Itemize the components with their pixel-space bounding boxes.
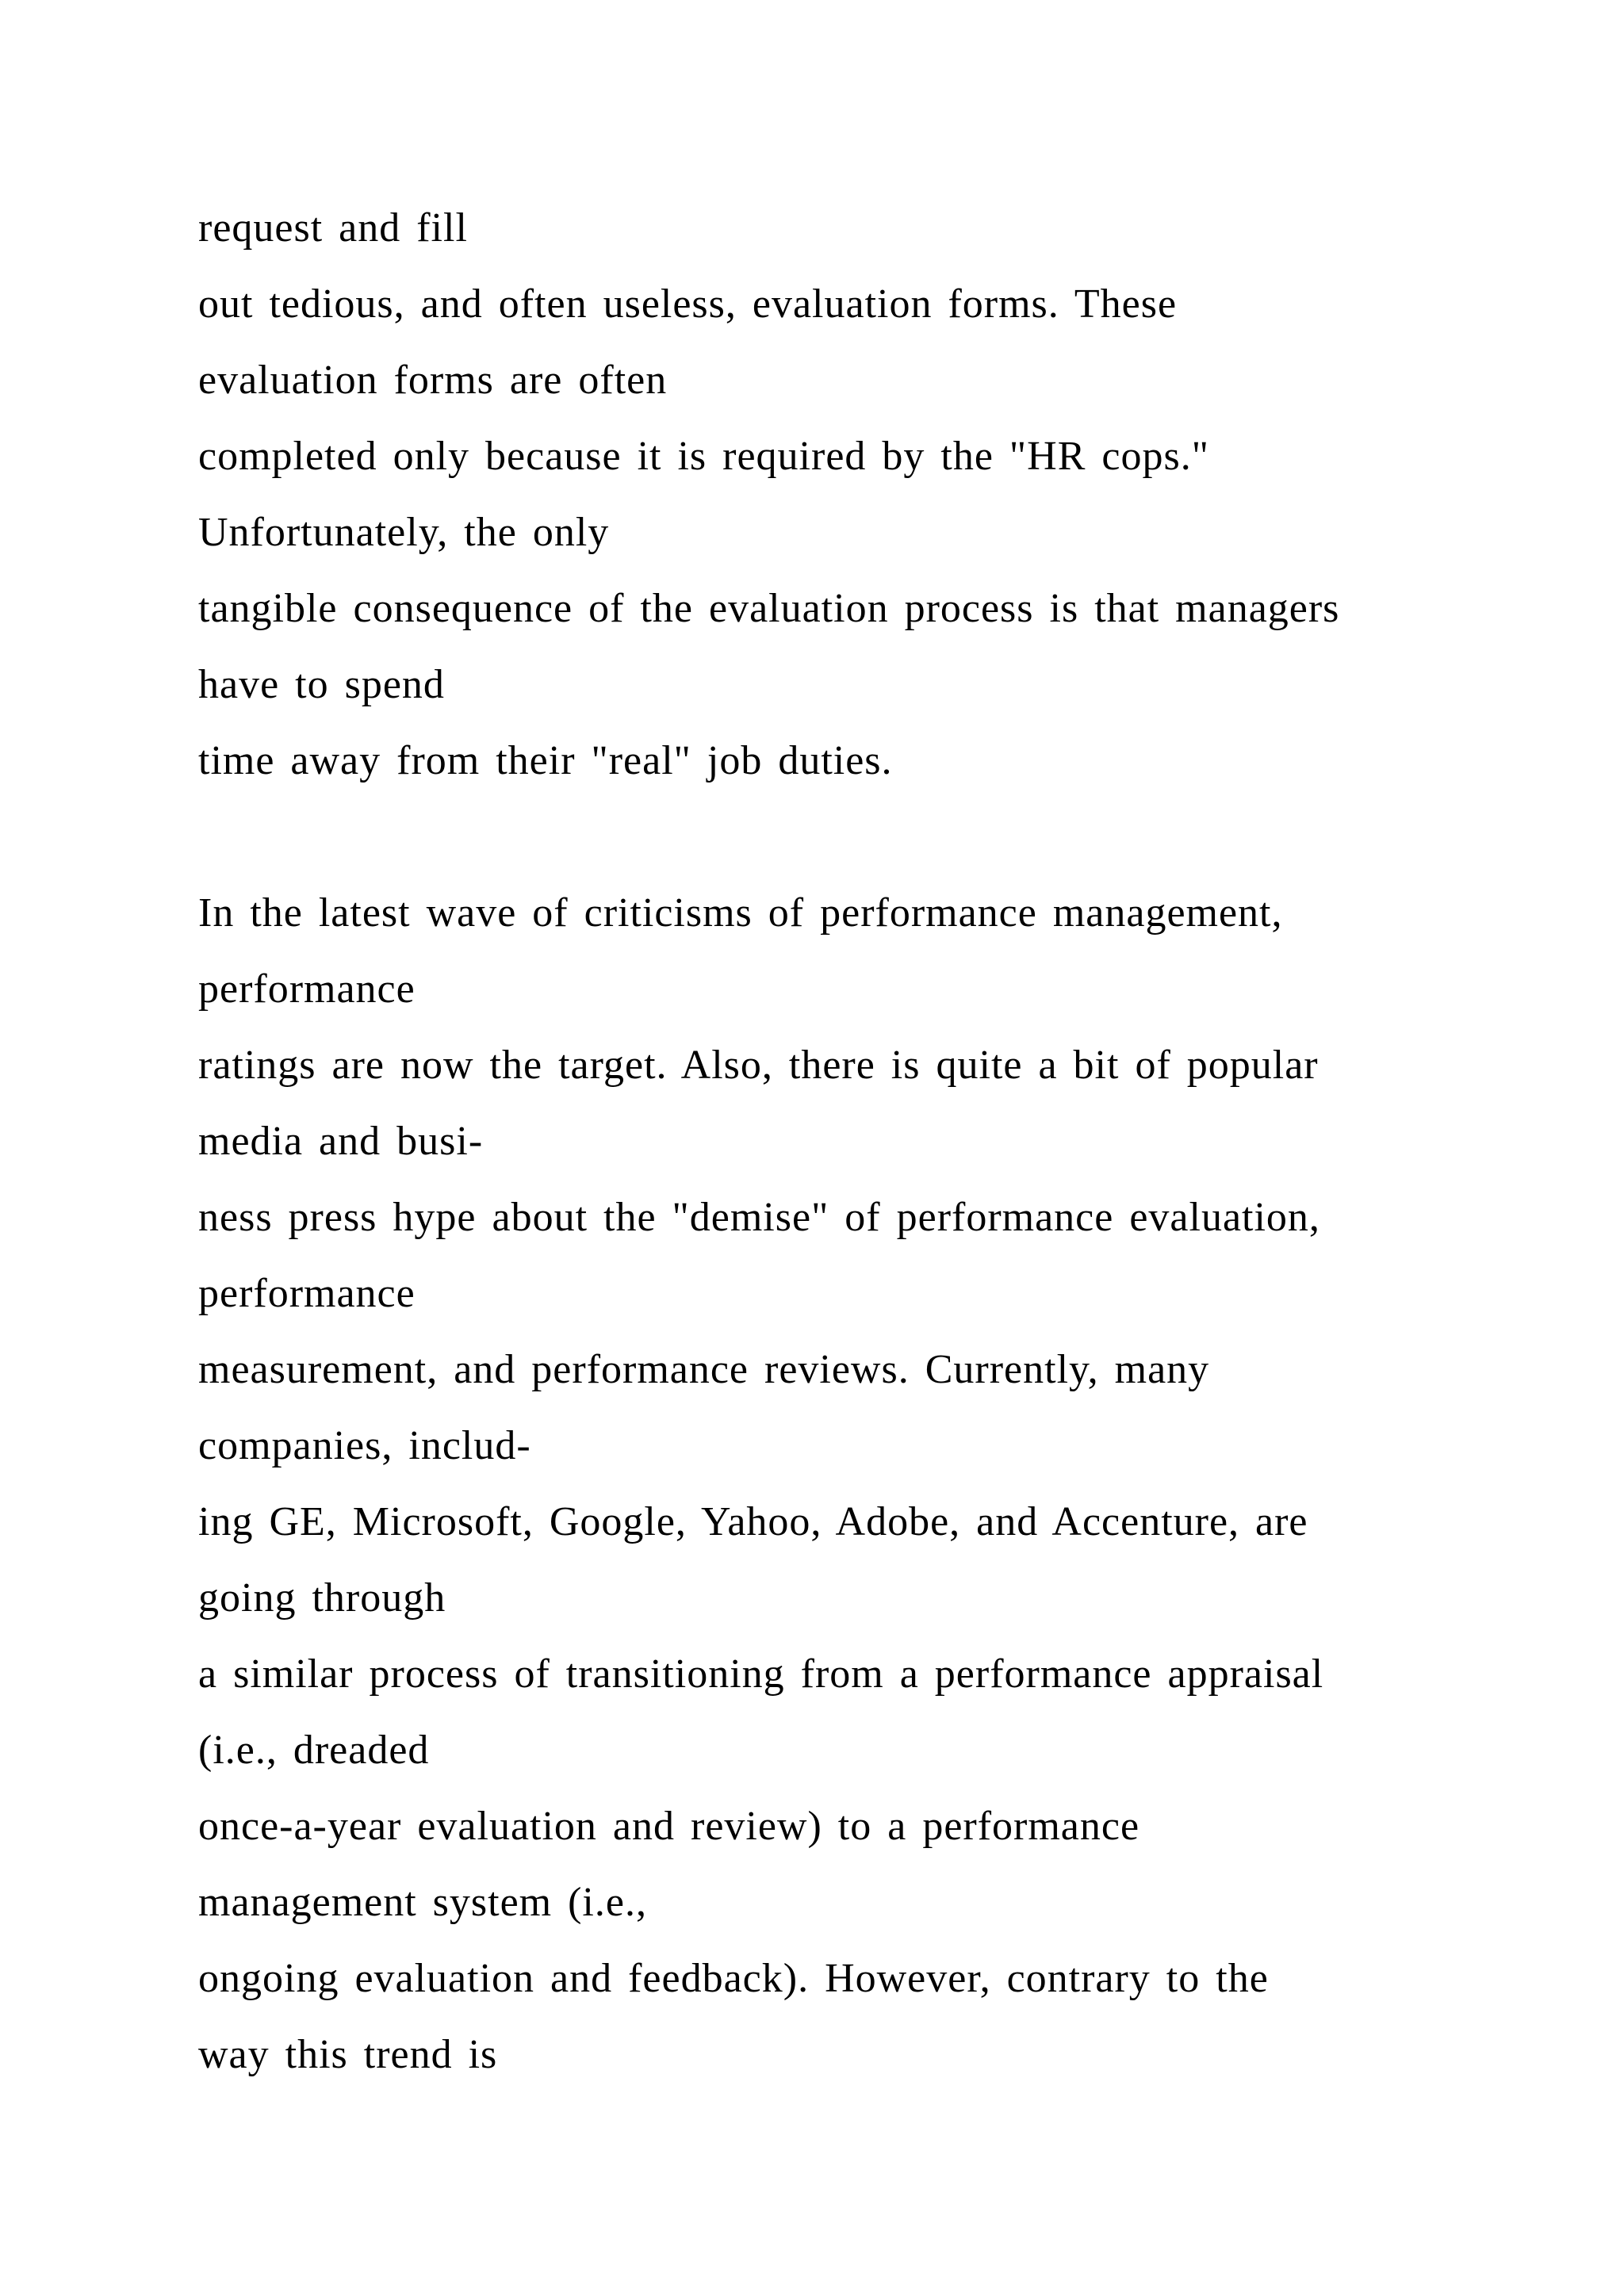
- text-line: ness press hype about the "demise" of performance evaluation,: [198, 1195, 1320, 1240]
- text-line: performance: [198, 966, 416, 1012]
- paragraph-2: [198, 875, 1483, 2093]
- paragraph-gap: [198, 799, 1483, 875]
- text-line: measurement, and performance reviews. Currently, many: [198, 1347, 1210, 1392]
- text-line: have to spend: [198, 662, 445, 707]
- text-line: ratings are now the target. Also, there is quite a bit of popular: [198, 1043, 1319, 1088]
- text-line: In the latest wave of criticisms of performance management,: [198, 890, 1283, 936]
- text-line: ing GE, Microsoft, Google, Yahoo, Adobe, and Accenture, are: [198, 1499, 1308, 1544]
- text-line: tangible consequence of the evaluation process is that managers: [198, 586, 1340, 631]
- paragraph-1: [198, 190, 1483, 799]
- text-line: Unfortunately, the only: [198, 510, 610, 555]
- text-line: once-a-year evaluation and review) to a performance: [198, 1804, 1140, 1849]
- text-line: companies, includ-: [198, 1423, 531, 1468]
- text-line: time away from their "real" job duties.: [198, 738, 893, 783]
- text-line: media and busi-: [198, 1119, 484, 1164]
- text-line: (i.e., dreaded: [198, 1728, 430, 1773]
- text-line: evaluation forms are often: [198, 358, 668, 403]
- text-line: ongoing evaluation and feedback). However, contrary to the: [198, 1956, 1269, 2001]
- text-line: way this trend is: [198, 2032, 498, 2077]
- text-line: request and fill: [198, 205, 468, 251]
- text-line: going through: [198, 1575, 446, 1621]
- text-line: a similar process of transitioning from a performance appraisal: [198, 1651, 1324, 1697]
- text-line: completed only because it is required by the "HR cops.": [198, 434, 1209, 479]
- text-line: out tedious, and often useless, evaluation forms. These: [198, 281, 1178, 327]
- text-line: performance: [198, 1271, 416, 1316]
- document-text: [198, 190, 1483, 2093]
- text-line: management system (i.e.,: [198, 1880, 647, 1925]
